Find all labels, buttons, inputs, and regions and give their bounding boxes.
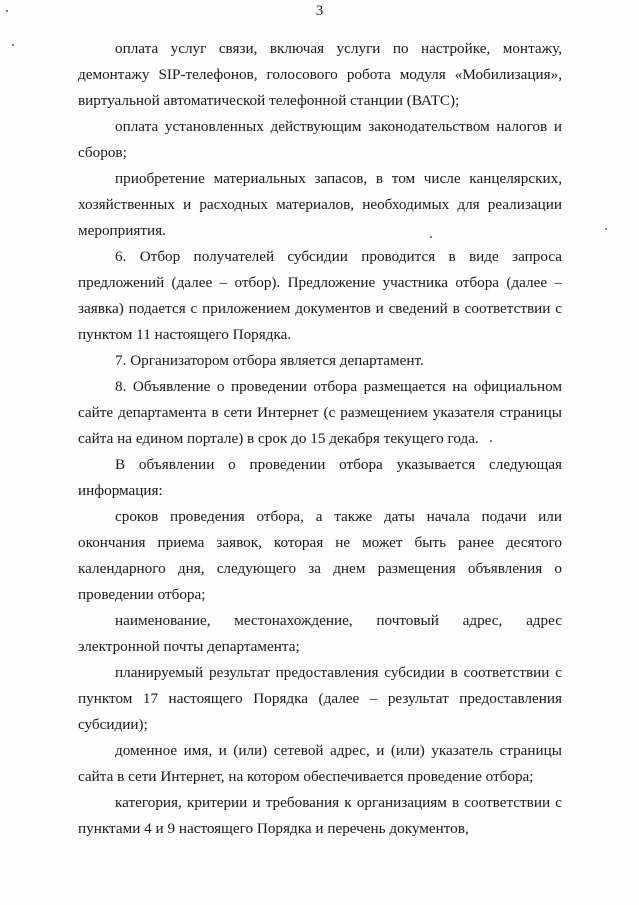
page-number: 3 [315,3,324,19]
scan-speck [6,10,8,12]
document-body [78,36,562,842]
scan-speck [12,44,14,46]
paragraph-domain-name: доменное имя, и (или) сетевой адрес, и (или) указатель страницы сайта в сети Интернет, на котором обеспечивается проведение отбора; [78,742,562,785]
paragraph-categories: категория, критерии и требования к организациям в соответствии с пунктами 4 и 9 настоящего Порядка и перечень документов, [78,794,562,837]
paragraph-selection-dates: сроков проведения отбора, а также даты начала подачи или окончания приема заявок, которая не может быть ранее десятого календарного дня, следующего за днем размещения объявления о проведении отбора; [78,508,562,603]
paragraph-communication-costs: оплата услуг связи, включая услуги по настройке, монтажу, демонтажу SIP-телефонов, голосового робота модуля «Мобилизация», виртуальной автоматической телефонной станции (ВАТС); [78,40,562,109]
paragraph-taxes: оплата установленных действующим законодательством налогов и сборов; [78,118,562,161]
paragraph-department-address: наименование, местонахождение, почтовый адрес, адрес электронной почты департамента; [78,612,562,655]
paragraph-item-7: 7. Организатором отбора является департамент. [115,352,424,369]
scan-speck [605,228,607,230]
paragraph-item-6: 6. Отбор получателей субсидии проводится в виде запроса предложений (далее – отбор). Предложение участника отбора (далее – заявка) подается с приложением документов и сведений в соответствии с пунктом 11 настоящего Порядка. [78,248,562,343]
scan-speck [490,440,492,442]
paragraph-planned-result: планируемый результат предоставления субсидии в соответствии с пунктом 17 настоящего Порядка (далее – результат предоставления субсидии); [78,664,562,733]
paragraph-materials: приобретение материальных запасов, в том числе канцелярских, хозяйственных и расходных материалов, необходимых для реализации мероприятия. [78,170,562,239]
scan-speck [430,236,432,238]
paragraph-announcement-info: В объявлении о проведении отбора указывается следующая информация: [78,456,562,499]
paragraph-item-8: 8. Объявление о проведении отбора размещается на официальном сайте департамента в сети Интернет (с размещением указателя страницы сайта на едином портале) в срок до 15 декабря текущего года. [78,378,562,447]
